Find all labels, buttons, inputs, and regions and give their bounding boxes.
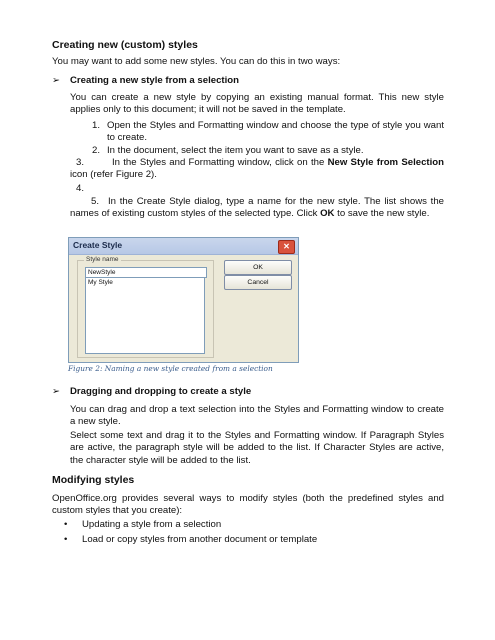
drag-drop-paragraph-2: Select some text and drag it to the Styles and Formatting window. If Paragraph Styles are active, the paragraph style will be added to the list. If Character Styles are active, the character style will be added to the list. [70,430,444,466]
bullet-icon: • [64,534,68,545]
step-number: 1. [92,120,101,131]
modifying-paragraph: OpenOffice.org provides several ways to modify styles (both the predefined styles and custom styles that you create): [52,493,444,517]
bullet-item: Updating a style from a selection [82,519,222,530]
step-5-text: In the Create Style dialog, type a name for the new style. The list shows the names of existing custom styles of the selected type. Click OK to save the new style. [70,196,444,220]
section-heading-modifying: Modifying styles [52,474,135,486]
sub1-paragraph: You can create a new style by copying an existing manual format. This new style applies only to this document; it will not be saved in the template. [70,92,444,116]
intro-paragraph: You may want to add some new styles. You can do this in two ways: [52,56,341,67]
ok-label: OK [320,208,335,220]
subheading-new-style-from-selection [52,75,239,86]
step-2-text: In the document, select the item you want to save as a style. [107,145,364,156]
arrow-bullet-icon: ➢ [52,386,61,397]
create-style-dialog [68,237,299,363]
step-number: 3. [76,157,85,168]
step-number: 4. [76,183,85,194]
section-heading-creating: Creating new (custom) styles [52,39,198,51]
dialog-title-bar [69,238,298,255]
step-number: 2. [92,145,101,156]
list-item[interactable]: My Style [88,279,113,286]
drag-drop-paragraph-1: You can drag and drop a text selection into the Styles and Formatting window to create a new style. [70,404,444,428]
style-list[interactable] [85,277,205,354]
close-icon[interactable]: ✕ [278,240,295,254]
new-style-from-selection-label: New Style from Selection [327,157,445,168]
arrow-bullet-icon: ➢ [52,75,61,86]
subheading-text: Creating a new style from a selection [70,75,240,86]
subheading-text: Dragging and dropping to create a style [70,386,252,397]
step-3-text: In the Styles and Formatting window, click on the New Style from Selection icon (refer Figure 2). [70,157,445,181]
style-name-input[interactable]: NewStyle [85,267,207,278]
figure-caption: Figure 2: Naming a new style created from a selection [68,364,273,373]
dialog-title: Create Style [73,240,123,250]
subheading-drag-drop [52,386,251,397]
bullet-item: Load or copy styles from another document or template [82,534,318,545]
style-name-label: Style name [86,256,119,263]
bullet-icon: • [64,519,68,530]
ok-button[interactable]: OK [224,260,292,275]
step-1-text: Open the Styles and Formatting window and choose the type of style you want to create. [107,120,444,144]
cancel-button[interactable]: Cancel [224,275,292,290]
step-number: 5. [91,196,100,207]
